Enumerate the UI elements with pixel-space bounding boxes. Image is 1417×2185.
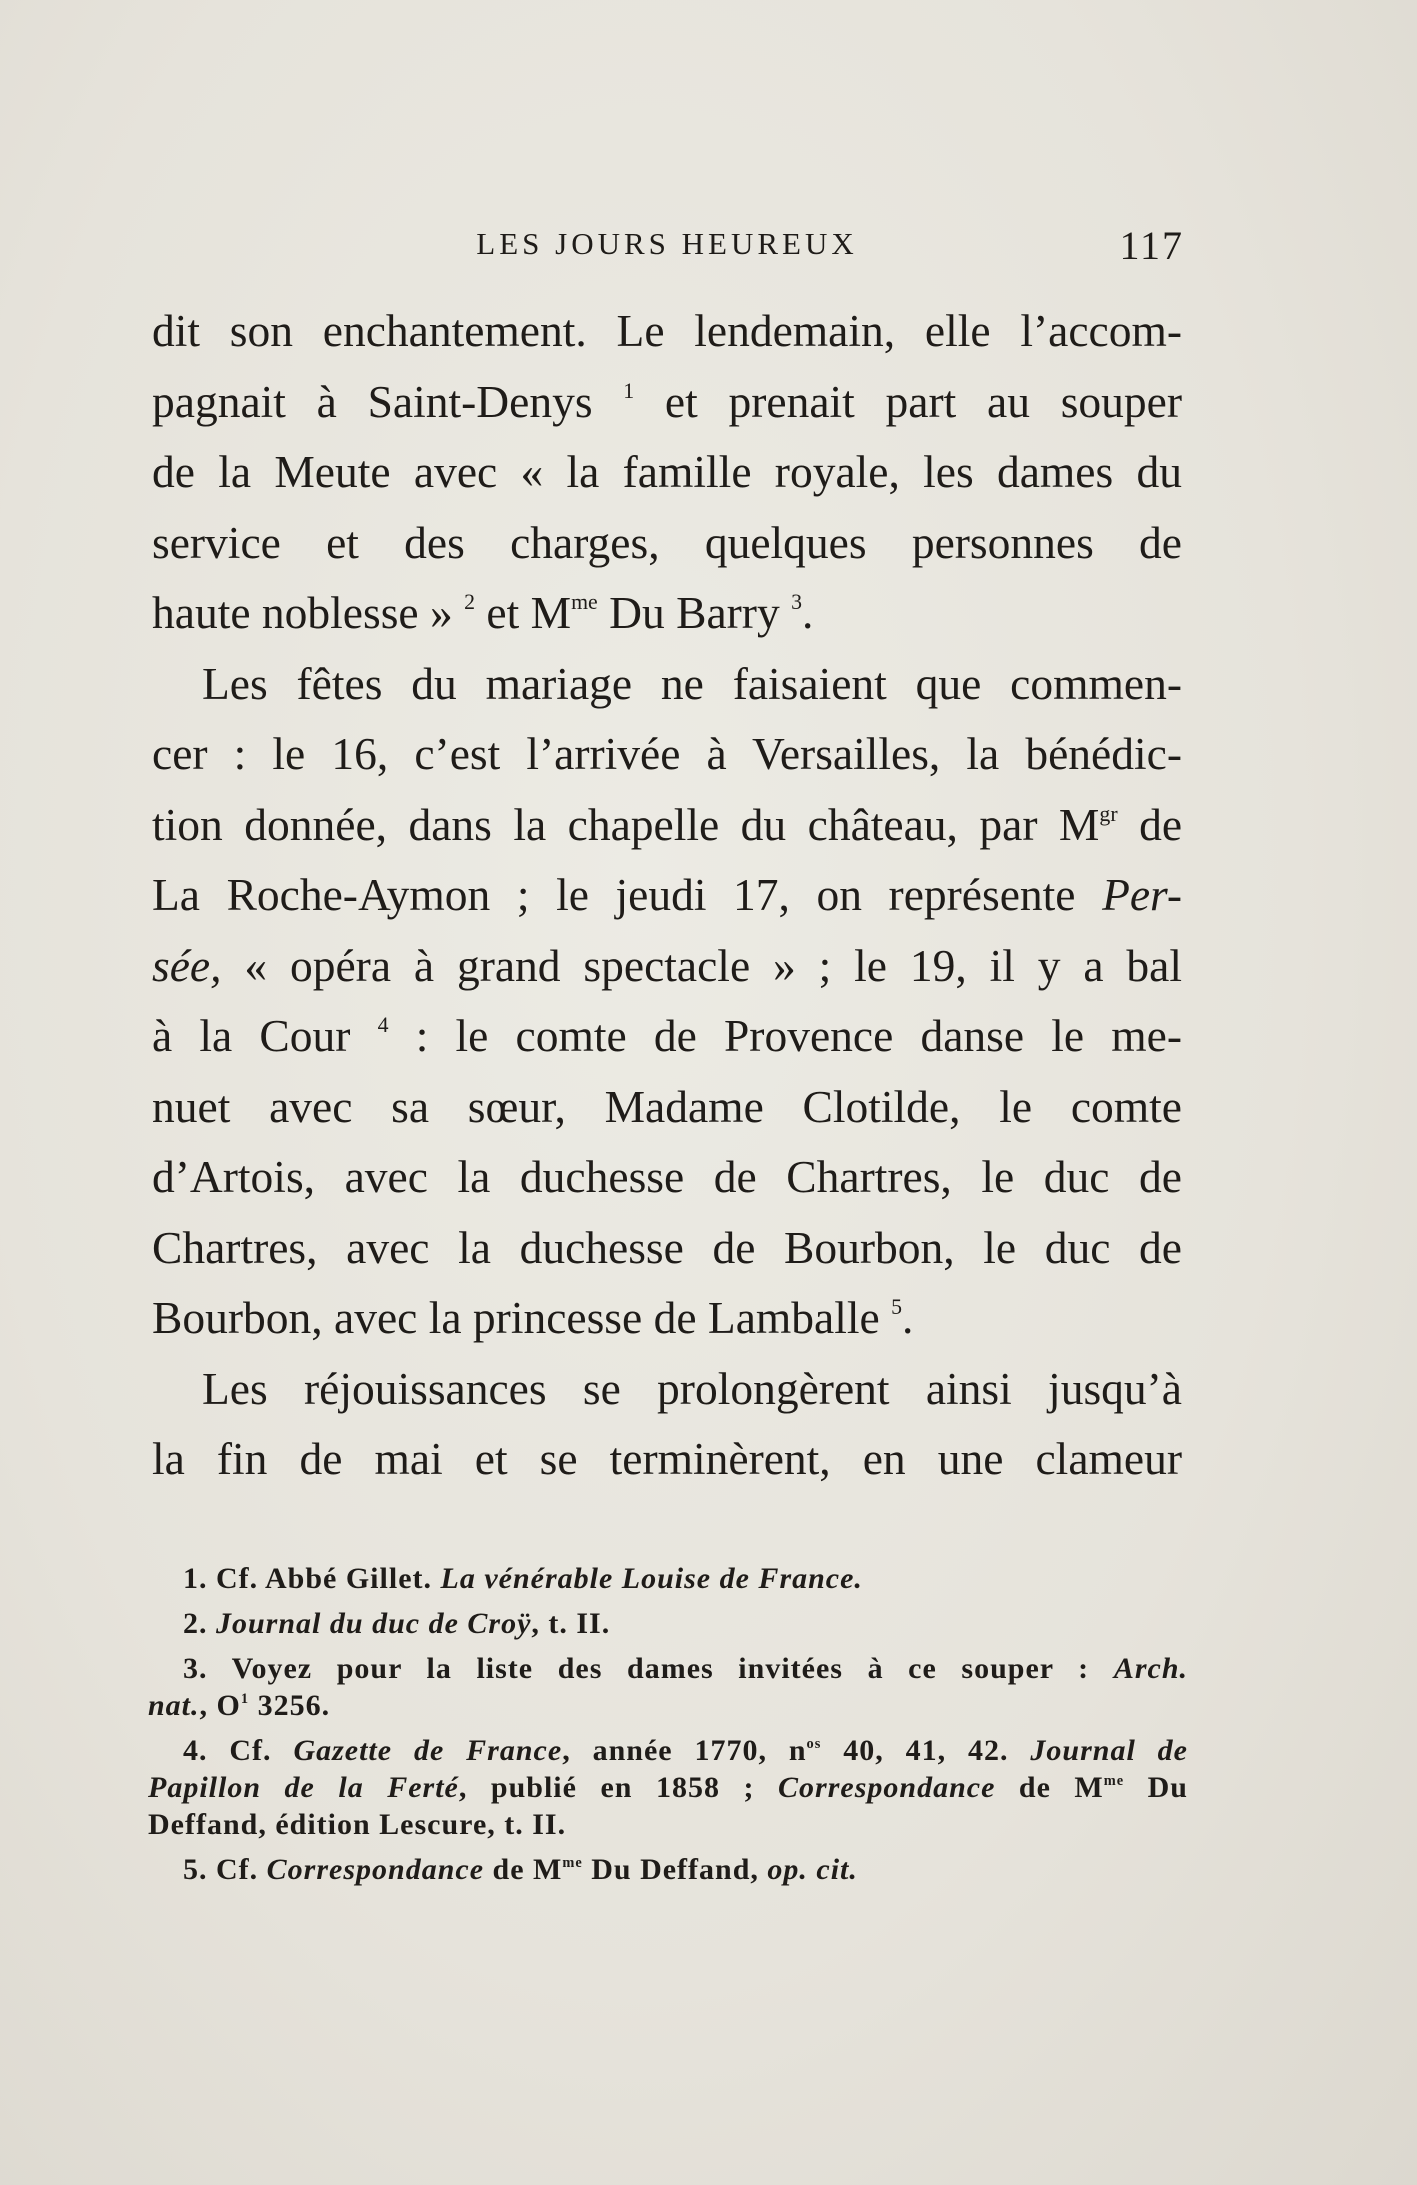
text-fragment: tion donnée, dans la chapelle du château, par M bbox=[152, 798, 1100, 850]
footnote-ref: 2 bbox=[464, 590, 476, 615]
text-line bbox=[152, 578, 1182, 649]
footnote-ref: 5 bbox=[891, 1295, 903, 1320]
footnote-number: 3. bbox=[183, 1652, 208, 1685]
footnote-text: , t. II. bbox=[531, 1607, 611, 1640]
text-line: nuet avec sa sœur, Madame Clotilde, le comte bbox=[152, 1080, 1182, 1132]
footnote-line bbox=[148, 1769, 1188, 1806]
footnote-text: 40, 41, 42. bbox=[821, 1734, 1009, 1767]
text-fragment: . bbox=[802, 587, 814, 638]
text-line: d’Artois, avec la duchesse de Chartres, le duc de bbox=[152, 1151, 1182, 1202]
text-line: cer : le 16, c’est l’arrivée à Versailles, la bénédic- bbox=[152, 728, 1182, 779]
footnote-italic: Arch. bbox=[1113, 1652, 1188, 1685]
text-fragment: Du Barry bbox=[609, 587, 780, 638]
footnote-3 bbox=[148, 1650, 1188, 1724]
footnotes bbox=[148, 1560, 1188, 1896]
footnote-number: 5. bbox=[183, 1853, 208, 1886]
text-line: Chartres, avec la duchesse de Bourbon, le duc de bbox=[152, 1221, 1182, 1273]
text-line bbox=[152, 790, 1182, 861]
footnote-line bbox=[148, 1732, 1188, 1769]
footnote-text: de M bbox=[995, 1771, 1104, 1804]
footnote-text: , publié en 1858 ; bbox=[458, 1771, 755, 1804]
body-text bbox=[152, 296, 1182, 1495]
footnote-ref: 3 bbox=[791, 590, 803, 615]
footnote-number: 1. bbox=[183, 1562, 208, 1595]
footnote-italic: Papillon de la Ferté bbox=[148, 1771, 459, 1804]
text-fragment: : le comte de Provence danse le me- bbox=[415, 1010, 1182, 1061]
footnote-italic: Correspondance bbox=[266, 1853, 485, 1886]
running-title: LES JOURS HEUREUX bbox=[476, 226, 858, 261]
footnote-line bbox=[148, 1650, 1188, 1687]
running-head bbox=[150, 222, 1184, 272]
text-line bbox=[152, 1001, 1182, 1072]
text-line: service et des charges, quelques personnes de bbox=[152, 516, 1182, 568]
footnote-text: Cf. bbox=[216, 1853, 259, 1886]
text-fragment: pagnait à Saint-Denys bbox=[152, 375, 593, 427]
footnote-italic: Journal de bbox=[1030, 1734, 1188, 1767]
abbrev-superscript: me bbox=[571, 590, 598, 615]
footnote-superscript: 1 bbox=[240, 1690, 250, 1707]
text-fragment: La Roche-Aymon ; le jeudi 17, on représente bbox=[152, 869, 1076, 920]
text-line bbox=[152, 367, 1182, 438]
footnote-text: Voyez pour la liste des dames invitées à ce souper : bbox=[231, 1652, 1090, 1685]
footnote-4 bbox=[148, 1732, 1188, 1843]
text-fragment: et M bbox=[486, 587, 572, 638]
footnote-text: , O bbox=[199, 1689, 241, 1722]
text-line: dit son enchantement. Le lendemain, elle l’accom- bbox=[152, 305, 1182, 356]
footnote-italic: Gazette de France bbox=[293, 1734, 563, 1767]
footnote-italic: nat. bbox=[148, 1689, 200, 1722]
text-line bbox=[152, 931, 1182, 1002]
footnote-line: Deffand, édition Lescure, t. II. bbox=[148, 1808, 567, 1841]
text-line: de la Meute avec « la famille royale, les dames du bbox=[152, 446, 1182, 497]
text-fragment: de bbox=[1139, 798, 1183, 850]
abbrev-superscript: gr bbox=[1099, 801, 1118, 826]
footnote-ref: 1 bbox=[623, 378, 635, 403]
text-fragment: . bbox=[902, 1292, 914, 1343]
footnote-number: 4. bbox=[183, 1734, 208, 1767]
footnote-text: Du bbox=[1124, 1771, 1188, 1804]
text-line bbox=[152, 860, 1182, 931]
footnote-italic: La vénérable Louise de France. bbox=[440, 1562, 863, 1595]
text-fragment: à la Cour bbox=[152, 1010, 351, 1061]
italic-title: Per- bbox=[1102, 869, 1182, 920]
text-fragment: et prenait part au souper bbox=[664, 375, 1182, 427]
footnote-ref: 4 bbox=[377, 1013, 389, 1038]
text-line: Les fêtes du mariage ne faisaient que commen- bbox=[202, 657, 1182, 709]
text-line: la fin de mai et se terminèrent, en une clameur bbox=[152, 1433, 1182, 1484]
text-line: Les réjouissances se prolongèrent ainsi jusqu’à bbox=[202, 1362, 1182, 1414]
footnote-superscript: me bbox=[1103, 1772, 1125, 1789]
footnote-text: Cf. Abbé Gillet. bbox=[216, 1562, 432, 1595]
footnote-text: de M bbox=[484, 1853, 563, 1886]
footnote-text: 3256. bbox=[249, 1689, 331, 1722]
footnote-text: , année 1770, n bbox=[562, 1734, 807, 1767]
footnote-italic: Correspondance bbox=[778, 1771, 996, 1804]
footnote-line bbox=[148, 1687, 1188, 1724]
footnote-superscript: os bbox=[806, 1735, 822, 1752]
text-fragment: « opéra à grand spectacle » ; le 19, il y a bal bbox=[244, 939, 1183, 991]
footnote-text: Cf. bbox=[229, 1734, 272, 1767]
footnote-2 bbox=[148, 1605, 1188, 1642]
footnote-number: 2. bbox=[183, 1607, 208, 1640]
footnote-italic: Journal du duc de Croÿ bbox=[216, 1607, 532, 1640]
footnote-1 bbox=[148, 1560, 1188, 1597]
footnote-italic: op. cit. bbox=[767, 1853, 858, 1886]
page-number: 117 bbox=[1119, 223, 1184, 268]
footnote-text: Du Deffand, bbox=[582, 1853, 759, 1886]
italic-title: sée, bbox=[152, 939, 222, 991]
footnote-superscript: me bbox=[562, 1854, 583, 1871]
footnote-5 bbox=[148, 1851, 1188, 1888]
text-fragment: Bourbon, avec la princesse de Lamballe bbox=[152, 1292, 880, 1343]
text-fragment: haute noblesse » bbox=[152, 587, 453, 638]
text-line bbox=[152, 1283, 1182, 1354]
